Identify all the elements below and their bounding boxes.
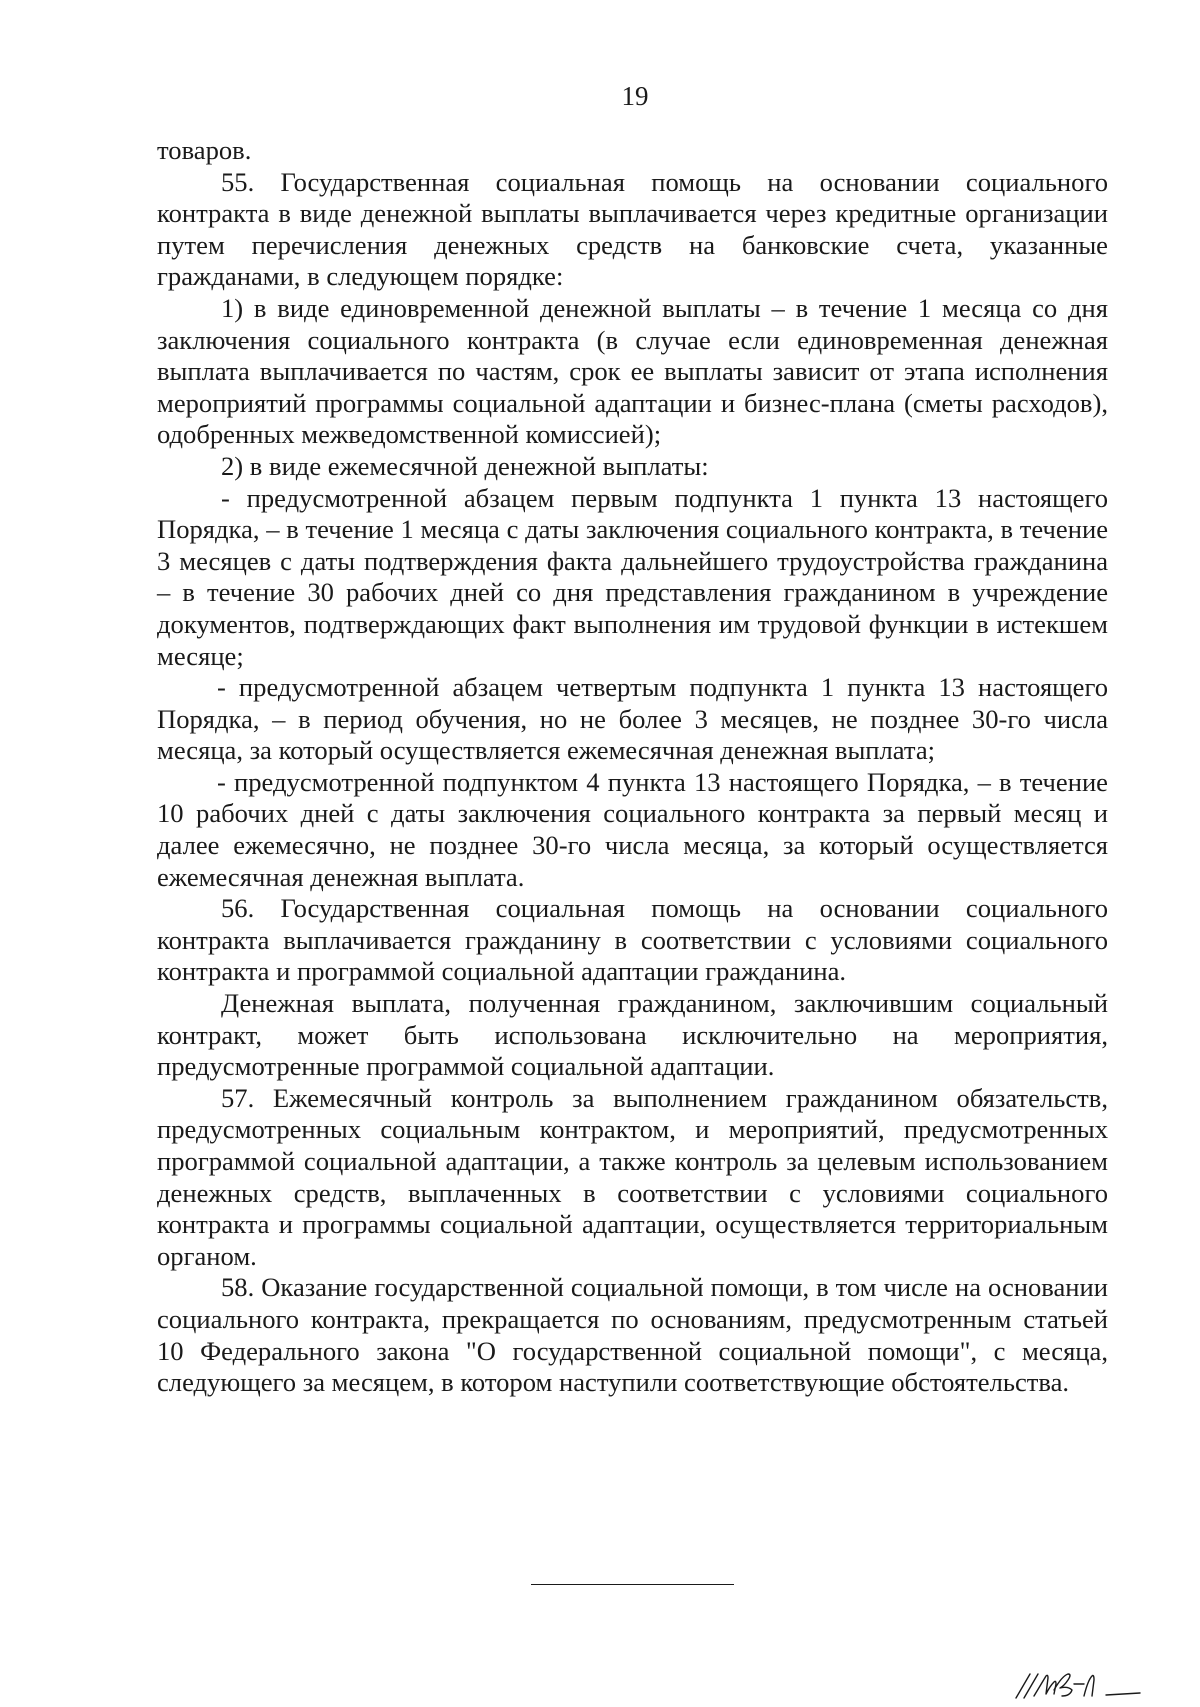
body-text <box>157 135 1108 1399</box>
paragraph-55-item-2-dash-1: - предусмотренной абзацем первым подпункта 1 пункта 13 настоящего Порядка, – в течение 1 месяца с даты заключения социального контракта, в течение 3 месяцев с даты подтверждения факта дальнейшего трудоустройства гражданина – в течение 30 рабочих дней со дня представления гражданином в учреждение документов, подтверждающих факт выполнения им трудовой функции в истекшем месяце; <box>157 482 1108 671</box>
paragraph-55-item-2-dash-2: - предусмотренной абзацем четвертым подпункта 1 пункта 13 настоящего Порядка, – в период обучения, но не более 3 месяцев, не позднее 30-го числа месяца, за который осуществляется ежемесячная денежная выплата; <box>157 672 1108 766</box>
end-rule <box>531 1584 734 1585</box>
paragraph-56-continued: Денежная выплата, полученная гражданином, заключившим социальный контракт, может быть использована исключительно на мероприятия, предусмотренные программой социальной адаптации. <box>157 988 1108 1082</box>
paragraph-58: 58. Оказание государственной социальной помощи, в том числе на основании социального контракта, прекращается по основаниям, предусмотренным статьей 10 Федерального закона "О государственной социальной помощи", с месяца, следующего за месяцем, в котором наступили соответствующие обстоятельства. <box>157 1272 1108 1398</box>
paragraph-55-item-1: 1) в виде единовременной денежной выплаты – в течение 1 месяца со дня заключения социального контракта (в случае если единовременная денежная выплата выплачивается по частям, срок ее выплаты зависит от этапа исполнения мероприятий программы социальной адаптации и бизнес-плана (сметы расходов), одобренных межведомственной комиссией); <box>157 292 1108 450</box>
paragraph-55: 55. Государственная социальная помощь на основании социального контракта в виде денежной выплаты выплачивается через кредитные организации путем перечисления денежных средств на банковские счета, указанные гражданами, в следующем порядке: <box>157 166 1108 292</box>
paragraph-55-item-2: 2) в виде ежемесячной денежной выплаты: <box>221 450 709 481</box>
paragraph-55-item-2-dash-3: - предусмотренной подпунктом 4 пункта 13 настоящего Порядка, – в течение 10 рабочих дней с даты заключения социального контракта за первый месяц и далее ежемесячно, не позднее 30-го числа месяца, за который осуществляется ежемесячная денежная выплата. <box>157 766 1108 892</box>
page-number: 19 <box>621 81 649 111</box>
signature <box>1010 1662 1160 1702</box>
paragraph-56: 56. Государственная социальная помощь на основании социального контракта выплачивается гражданину в соответствии с условиями социального контракта и программой социальной адаптации гражданина. <box>157 893 1108 987</box>
paragraph-continuation: товаров. <box>157 135 252 165</box>
paragraph-57: 57. Ежемесячный контроль за выполнением гражданином обязательств, предусмотренных социальным контрактом, и мероприятий, предусмотренных программой социальной адаптации, а также контроль за целевым использованием денежных средств, выплаченных в соответствии с условиями социального контракта и программы социальной адаптации, осуществляется территориальным органом. <box>157 1082 1108 1271</box>
signature-mark-icon <box>1010 1662 1160 1702</box>
